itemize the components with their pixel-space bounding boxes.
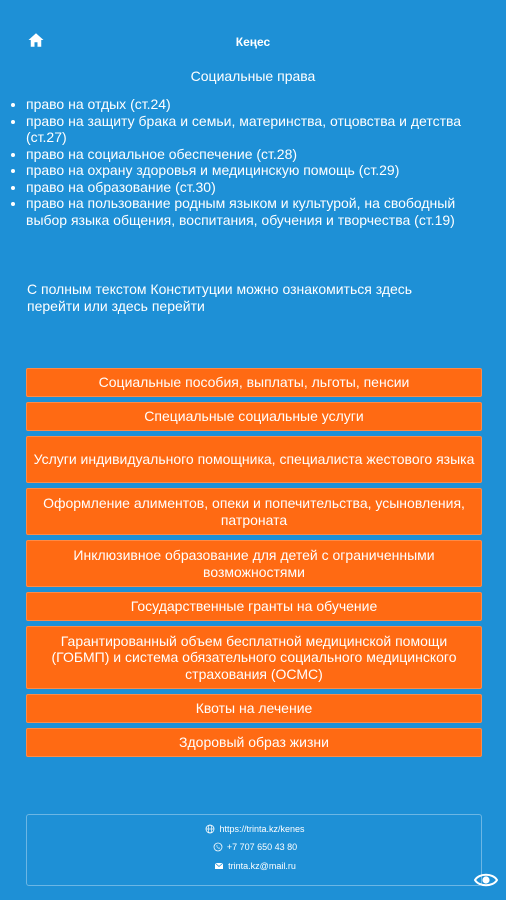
medical-care-button[interactable]: Гарантированный объем бесплатной медицинской помощи (ГОБМП) и система обязательного социального медицинского страхования (ОСМС) [26,626,482,689]
website-link[interactable]: https://trinta.kz/kenes [219,824,305,834]
constitution-link-1[interactable]: перейти [27,298,80,314]
category-buttons [26,368,482,762]
globe-icon [205,824,215,834]
inclusive-education-button[interactable]: Инклюзивное образование для детей с ограниченными возможностями [26,540,482,587]
list-item: • право на пользование родным языком и культурой, на свободный выбор языка общения, воспитания, обучения и творчества (ст.19) [26,195,496,228]
list-item: • право на образование (ст.30) [26,179,496,196]
page-title: Социальные права [190,68,316,84]
email-row[interactable] [27,861,483,871]
list-item: • право на защиту брака и семьи, материнства, отцовства и детства (ст.27) [26,113,496,146]
top-bar [0,0,506,84]
eye-icon[interactable] [474,870,498,890]
treatment-quotas-button[interactable]: Квоты на лечение [26,694,482,723]
constitution-link-2[interactable]: перейти [151,298,205,314]
list-item: • право на социальное обеспечение (ст.28) [26,146,496,163]
app-title: Кеңес [235,35,271,49]
social-benefits-button[interactable]: Социальные пособия, выплаты, льготы, пенсии [26,368,482,397]
education-grants-button[interactable]: Государственные гранты на обучение [26,592,482,621]
rights-list [8,96,496,228]
alimony-guardianship-button[interactable]: Оформление алиментов, опеки и попечительства, усыновления, патроната [26,488,482,535]
special-social-services-button[interactable]: Специальные социальные услуги [26,402,482,431]
constitution-note [27,281,477,315]
healthy-lifestyle-button[interactable]: Здоровый образ жизни [26,728,482,757]
contact-footer [26,814,482,886]
email-address[interactable]: trinta.kz@mail.ru [228,861,296,871]
list-item: • право на охрану здоровья и медицинскую помощь (ст.29) [26,162,496,179]
constitution-intro: С полным текстом Конституции можно ознакомиться здесь [27,281,413,297]
website-row[interactable] [27,824,483,834]
assistant-services-button[interactable]: Услуги индивидуального помощника, специалиста жестового языка [26,436,482,483]
constitution-middle: или здесь [83,298,148,314]
phone-number[interactable]: +7 707 650 43 80 [226,842,298,852]
phone-row[interactable] [27,842,483,852]
mail-icon [214,861,224,871]
list-item: • право на отдых (ст.24) [26,96,496,113]
whatsapp-icon [213,842,223,852]
